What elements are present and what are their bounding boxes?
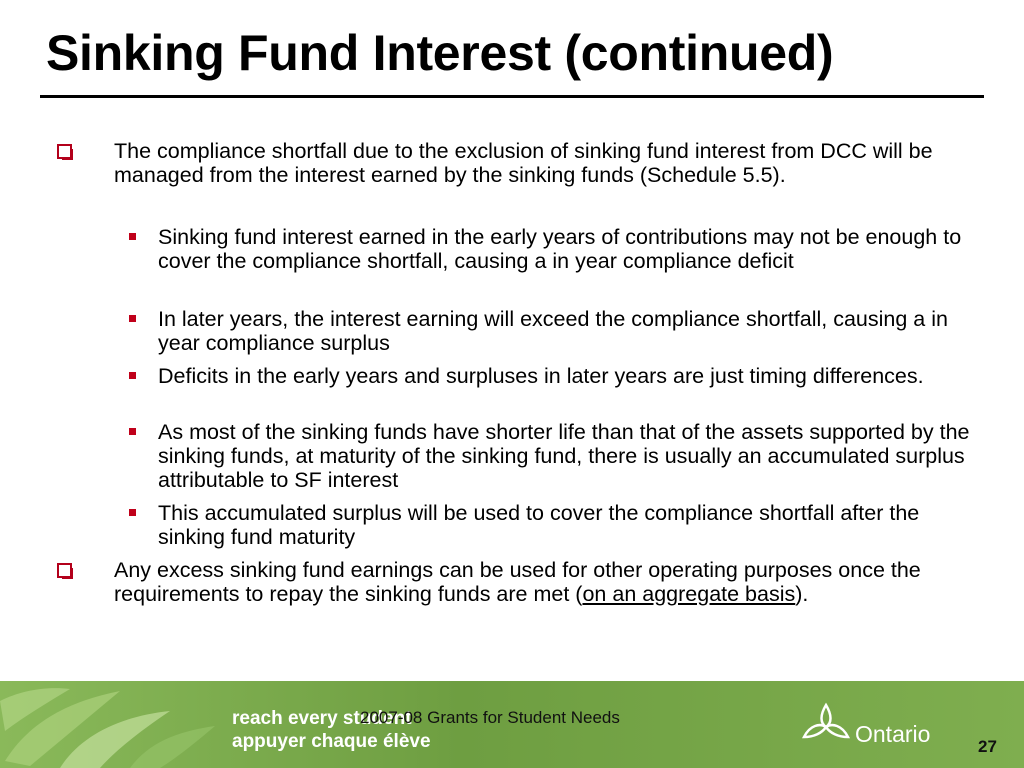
- sub-bullet-text: In later years, the interest earning will exceed the compliance shortfall, causing a in year compliance surplus: [158, 307, 948, 355]
- sub-bullet-text: Deficits in the early years and surpluses in later years are just timing differences.: [158, 364, 924, 388]
- square-bullet-icon: [129, 233, 136, 240]
- bullet-level2: [158, 501, 974, 549]
- title-rule: [40, 95, 984, 98]
- slogan-english: reach every student: [232, 708, 412, 729]
- bullet-level1: [114, 558, 974, 606]
- leaf-decoration-icon: [0, 681, 220, 768]
- footer-banner: [0, 681, 1024, 768]
- sub-bullet-text: This accumulated surplus will be used to cover the compliance shortfall after the sinking fund maturity: [158, 501, 920, 549]
- sub-bullet-text: Sinking fund interest earned in the early years of contributions may not be enough to cover the compliance shortfall, causing a in year compliance deficit: [158, 225, 962, 273]
- slogan-french: appuyer chaque élève: [232, 731, 431, 752]
- bullet-level2: [158, 225, 974, 273]
- square-bullet-icon: [129, 509, 136, 516]
- checkbox-bullet-icon: [57, 144, 72, 159]
- bullet-level2: [158, 420, 974, 492]
- square-bullet-icon: [129, 428, 136, 435]
- underlined-text: on an aggregate basis: [582, 582, 796, 606]
- footer-caption: 2007-08 Grants for Student Needs: [360, 708, 620, 727]
- slide-title: Sinking Fund Interest (continued): [46, 25, 834, 81]
- bullet-level1: [114, 139, 974, 187]
- page-number: 27: [978, 737, 997, 756]
- bullet-text: Any excess sinking fund earnings can be used for other operating purposes once the requirements to repay the sinking funds are met (: [114, 558, 921, 606]
- bullet-level2: [158, 364, 974, 388]
- bullet-level2: [158, 307, 974, 355]
- square-bullet-icon: [129, 315, 136, 322]
- checkbox-bullet-icon: [57, 563, 72, 578]
- sub-bullet-text: As most of the sinking funds have shorter life than that of the assets supported by the sinking funds, at maturity of the sinking fund, there is usually an accumulated surplus attributable to SF interest: [158, 420, 970, 492]
- square-bullet-icon: [129, 372, 136, 379]
- bullet-text: The compliance shortfall due to the exclusion of sinking fund interest from DCC will be managed from the interest earned by the sinking funds (Schedule 5.5).: [114, 139, 933, 187]
- ontario-wordmark: Ontario: [855, 721, 931, 747]
- bullet-text-end: ).: [795, 582, 809, 606]
- trillium-logo-icon: [800, 701, 852, 747]
